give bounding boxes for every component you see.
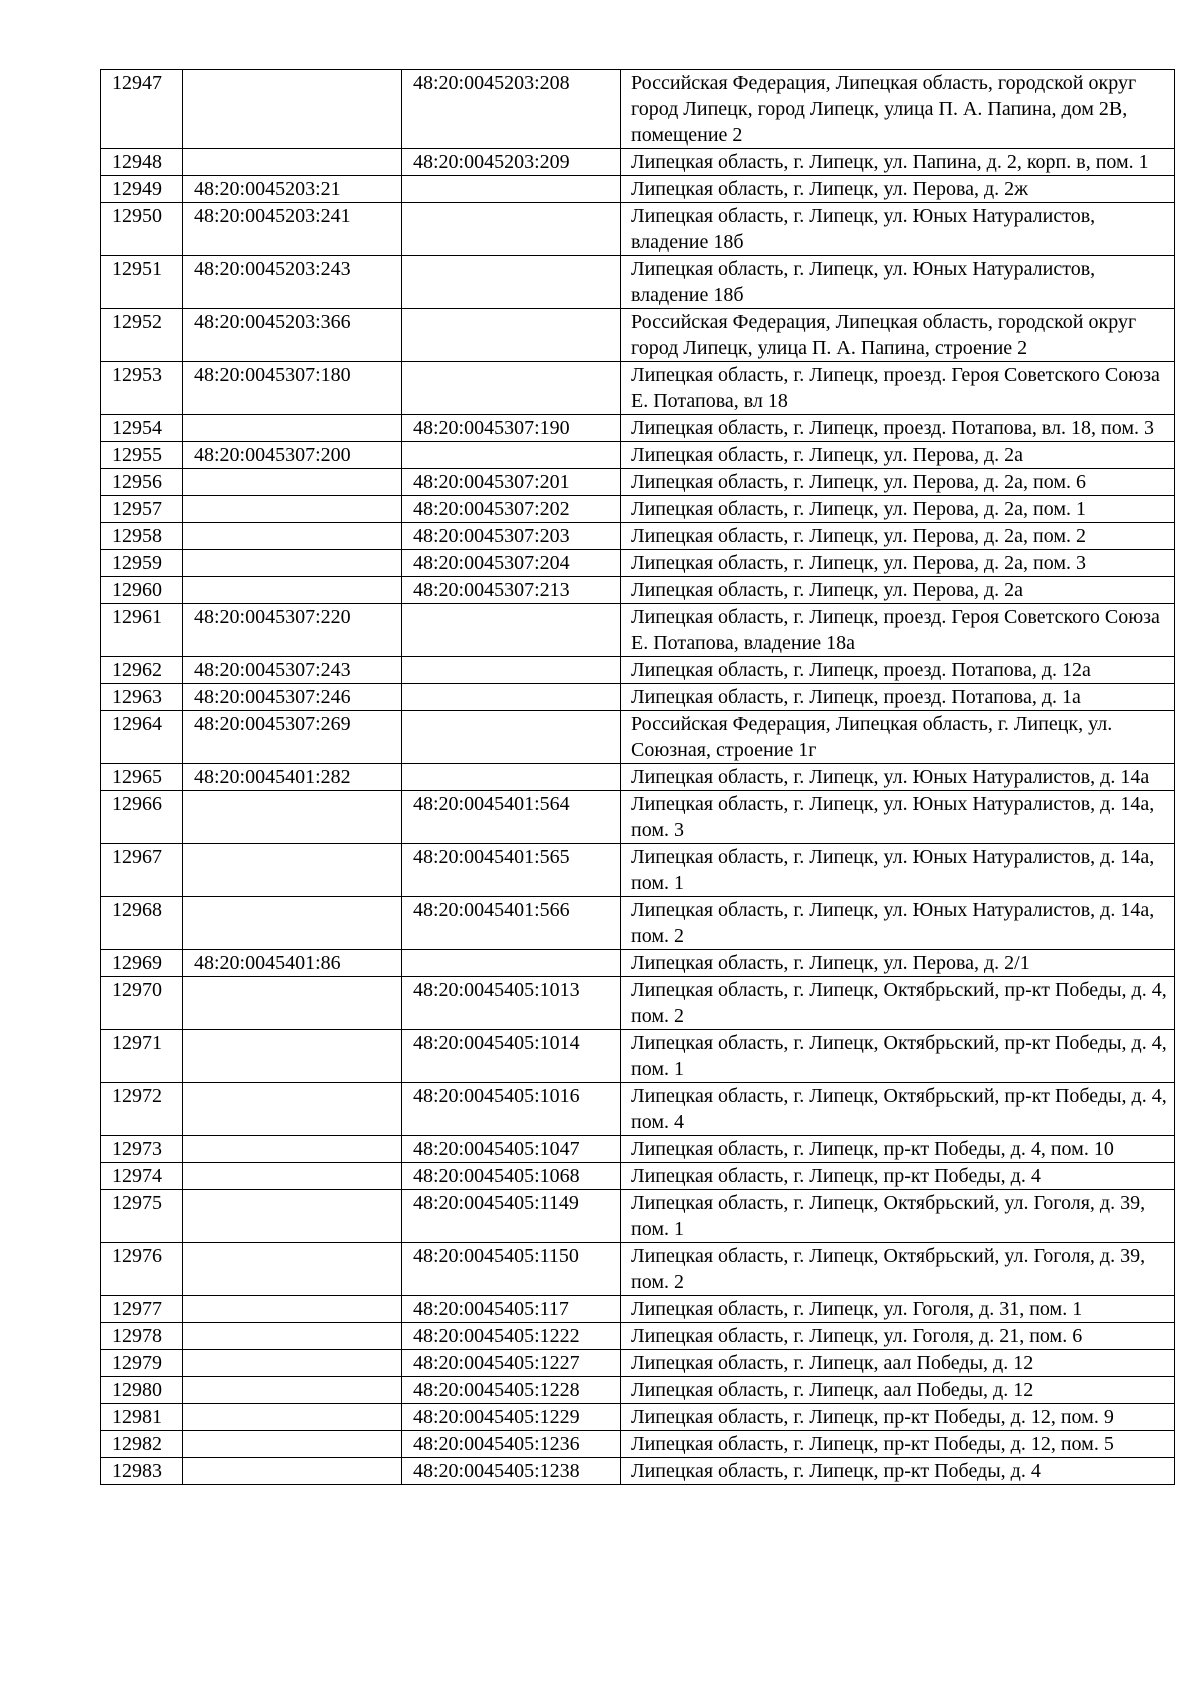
registry-table-body	[101, 70, 1175, 1485]
row-number-cell: 12963	[101, 684, 183, 711]
table-row	[101, 442, 1175, 469]
table-row	[101, 1190, 1175, 1243]
land-cadastral-number-cell	[183, 1404, 402, 1431]
row-number-cell: 12949	[101, 176, 183, 203]
row-number-cell: 12959	[101, 550, 183, 577]
row-number-cell: 12978	[101, 1323, 183, 1350]
registry-table	[100, 69, 1175, 1485]
row-number-cell: 12950	[101, 203, 183, 256]
address-cell: Липецкая область, г. Липецк, ул. Папина, д. 2, корп. в, пом. 1	[621, 149, 1175, 176]
land-cadastral-number-cell: 48:20:0045401:86	[183, 950, 402, 977]
address-cell: Липецкая область, г. Липецк, пр-кт Победы, д. 12, пом. 5	[621, 1431, 1175, 1458]
row-number-cell: 12955	[101, 442, 183, 469]
premise-cadastral-number-cell: 48:20:0045307:190	[402, 415, 621, 442]
land-cadastral-number-cell: 48:20:0045307:269	[183, 711, 402, 764]
table-row	[101, 711, 1175, 764]
row-number-cell: 12971	[101, 1030, 183, 1083]
table-row	[101, 70, 1175, 149]
table-row	[101, 791, 1175, 844]
land-cadastral-number-cell: 48:20:0045203:366	[183, 309, 402, 362]
table-row	[101, 1323, 1175, 1350]
premise-cadastral-number-cell: 48:20:0045405:1016	[402, 1083, 621, 1136]
land-cadastral-number-cell	[183, 496, 402, 523]
premise-cadastral-number-cell: 48:20:0045203:208	[402, 70, 621, 149]
address-cell: Липецкая область, г. Липецк, ул. Юных Натуралистов, д. 14а, пом. 3	[621, 791, 1175, 844]
premise-cadastral-number-cell	[402, 950, 621, 977]
row-number-cell: 12947	[101, 70, 183, 149]
land-cadastral-number-cell	[183, 149, 402, 176]
address-cell: Липецкая область, г. Липецк, пр-кт Победы, д. 4, пом. 10	[621, 1136, 1175, 1163]
premise-cadastral-number-cell: 48:20:0045405:1236	[402, 1431, 621, 1458]
address-cell: Липецкая область, г. Липецк, Октябрьский, ул. Гоголя, д. 39, пом. 2	[621, 1243, 1175, 1296]
land-cadastral-number-cell	[183, 791, 402, 844]
land-cadastral-number-cell	[183, 1136, 402, 1163]
premise-cadastral-number-cell: 48:20:0045401:565	[402, 844, 621, 897]
premise-cadastral-number-cell: 48:20:0045405:1068	[402, 1163, 621, 1190]
address-cell: Липецкая область, г. Липецк, ул. Юных Натуралистов, д. 14а, пом. 1	[621, 844, 1175, 897]
row-number-cell: 12956	[101, 469, 183, 496]
table-row	[101, 1431, 1175, 1458]
premise-cadastral-number-cell	[402, 256, 621, 309]
address-cell: Липецкая область, г. Липецк, ул. Перова, д. 2/1	[621, 950, 1175, 977]
land-cadastral-number-cell	[183, 70, 402, 149]
table-row	[101, 577, 1175, 604]
table-row	[101, 1083, 1175, 1136]
row-number-cell: 12967	[101, 844, 183, 897]
table-row	[101, 1030, 1175, 1083]
table-row	[101, 1350, 1175, 1377]
row-number-cell: 12958	[101, 523, 183, 550]
premise-cadastral-number-cell: 48:20:0045401:564	[402, 791, 621, 844]
land-cadastral-number-cell: 48:20:0045203:243	[183, 256, 402, 309]
land-cadastral-number-cell: 48:20:0045307:246	[183, 684, 402, 711]
address-cell: Липецкая область, г. Липецк, аал Победы, д. 12	[621, 1350, 1175, 1377]
premise-cadastral-number-cell: 48:20:0045405:1222	[402, 1323, 621, 1350]
table-row	[101, 415, 1175, 442]
address-cell: Липецкая область, г. Липецк, аал Победы, д. 12	[621, 1377, 1175, 1404]
land-cadastral-number-cell	[183, 1243, 402, 1296]
land-cadastral-number-cell: 48:20:0045307:180	[183, 362, 402, 415]
land-cadastral-number-cell	[183, 469, 402, 496]
premise-cadastral-number-cell	[402, 309, 621, 362]
row-number-cell: 12980	[101, 1377, 183, 1404]
row-number-cell: 12966	[101, 791, 183, 844]
row-number-cell: 12948	[101, 149, 183, 176]
land-cadastral-number-cell	[183, 1458, 402, 1485]
land-cadastral-number-cell: 48:20:0045401:282	[183, 764, 402, 791]
table-row	[101, 1377, 1175, 1404]
land-cadastral-number-cell	[183, 1350, 402, 1377]
land-cadastral-number-cell	[183, 1377, 402, 1404]
address-cell: Липецкая область, г. Липецк, Октябрьский, пр-кт Победы, д. 4, пом. 1	[621, 1030, 1175, 1083]
land-cadastral-number-cell	[183, 1083, 402, 1136]
row-number-cell: 12982	[101, 1431, 183, 1458]
land-cadastral-number-cell: 48:20:0045307:243	[183, 657, 402, 684]
table-row	[101, 176, 1175, 203]
table-row	[101, 469, 1175, 496]
premise-cadastral-number-cell: 48:20:0045307:202	[402, 496, 621, 523]
premise-cadastral-number-cell	[402, 203, 621, 256]
table-row	[101, 362, 1175, 415]
land-cadastral-number-cell	[183, 1323, 402, 1350]
address-cell: Липецкая область, г. Липецк, проезд. Героя Советского Союза Е. Потапова, вл 18	[621, 362, 1175, 415]
row-number-cell: 12957	[101, 496, 183, 523]
land-cadastral-number-cell	[183, 977, 402, 1030]
premise-cadastral-number-cell: 48:20:0045405:1229	[402, 1404, 621, 1431]
address-cell: Липецкая область, г. Липецк, ул. Перова, д. 2а	[621, 577, 1175, 604]
premise-cadastral-number-cell: 48:20:0045405:1014	[402, 1030, 621, 1083]
land-cadastral-number-cell	[183, 577, 402, 604]
address-cell: Российская Федерация, Липецкая область, г. Липецк, ул. Союзная, строение 1г	[621, 711, 1175, 764]
row-number-cell: 12970	[101, 977, 183, 1030]
address-cell: Липецкая область, г. Липецк, Октябрьский, пр-кт Победы, д. 4, пом. 2	[621, 977, 1175, 1030]
table-row	[101, 977, 1175, 1030]
table-row	[101, 256, 1175, 309]
land-cadastral-number-cell	[183, 1190, 402, 1243]
address-cell: Липецкая область, г. Липецк, Октябрьский, ул. Гоголя, д. 39, пом. 1	[621, 1190, 1175, 1243]
table-row	[101, 950, 1175, 977]
table-row	[101, 550, 1175, 577]
table-row	[101, 203, 1175, 256]
row-number-cell: 12981	[101, 1404, 183, 1431]
premise-cadastral-number-cell	[402, 442, 621, 469]
row-number-cell: 12965	[101, 764, 183, 791]
land-cadastral-number-cell	[183, 415, 402, 442]
premise-cadastral-number-cell	[402, 764, 621, 791]
table-row	[101, 149, 1175, 176]
land-cadastral-number-cell: 48:20:0045203:241	[183, 203, 402, 256]
land-cadastral-number-cell	[183, 844, 402, 897]
row-number-cell: 12953	[101, 362, 183, 415]
land-cadastral-number-cell	[183, 1030, 402, 1083]
premise-cadastral-number-cell: 48:20:0045307:201	[402, 469, 621, 496]
land-cadastral-number-cell: 48:20:0045203:21	[183, 176, 402, 203]
row-number-cell: 12962	[101, 657, 183, 684]
premise-cadastral-number-cell	[402, 657, 621, 684]
land-cadastral-number-cell: 48:20:0045307:200	[183, 442, 402, 469]
row-number-cell: 12951	[101, 256, 183, 309]
premise-cadastral-number-cell	[402, 604, 621, 657]
premise-cadastral-number-cell: 48:20:0045405:1227	[402, 1350, 621, 1377]
row-number-cell: 12968	[101, 897, 183, 950]
address-cell: Липецкая область, г. Липецк, ул. Гоголя, д. 21, пом. 6	[621, 1323, 1175, 1350]
row-number-cell: 12952	[101, 309, 183, 362]
land-cadastral-number-cell	[183, 1431, 402, 1458]
address-cell: Липецкая область, г. Липецк, ул. Гоголя, д. 31, пом. 1	[621, 1296, 1175, 1323]
premise-cadastral-number-cell: 48:20:0045405:1013	[402, 977, 621, 1030]
premise-cadastral-number-cell	[402, 711, 621, 764]
land-cadastral-number-cell	[183, 1296, 402, 1323]
premise-cadastral-number-cell: 48:20:0045405:117	[402, 1296, 621, 1323]
table-row	[101, 1458, 1175, 1485]
premise-cadastral-number-cell: 48:20:0045307:204	[402, 550, 621, 577]
row-number-cell: 12973	[101, 1136, 183, 1163]
table-row	[101, 604, 1175, 657]
address-cell: Липецкая область, г. Липецк, проезд. Потапова, д. 1а	[621, 684, 1175, 711]
row-number-cell: 12972	[101, 1083, 183, 1136]
address-cell: Липецкая область, г. Липецк, ул. Юных Натуралистов, д. 14а	[621, 764, 1175, 791]
address-cell: Липецкая область, г. Липецк, ул. Перова, д. 2а, пом. 2	[621, 523, 1175, 550]
address-cell: Липецкая область, г. Липецк, пр-кт Победы, д. 4	[621, 1458, 1175, 1485]
address-cell: Липецкая область, г. Липецк, ул. Перова, д. 2а, пом. 6	[621, 469, 1175, 496]
table-row	[101, 1296, 1175, 1323]
address-cell: Липецкая область, г. Липецк, ул. Юных Натуралистов, владение 18б	[621, 203, 1175, 256]
row-number-cell: 12974	[101, 1163, 183, 1190]
land-cadastral-number-cell	[183, 550, 402, 577]
premise-cadastral-number-cell: 48:20:0045405:1150	[402, 1243, 621, 1296]
row-number-cell: 12979	[101, 1350, 183, 1377]
table-row	[101, 1243, 1175, 1296]
address-cell: Российская Федерация, Липецкая область, городской округ город Липецк, улица П. А. Папина, строение 2	[621, 309, 1175, 362]
row-number-cell: 12954	[101, 415, 183, 442]
address-cell: Липецкая область, г. Липецк, ул. Юных Натуралистов, владение 18б	[621, 256, 1175, 309]
table-row	[101, 657, 1175, 684]
table-row	[101, 844, 1175, 897]
table-row	[101, 1404, 1175, 1431]
premise-cadastral-number-cell	[402, 176, 621, 203]
table-row	[101, 1136, 1175, 1163]
premise-cadastral-number-cell: 48:20:0045307:203	[402, 523, 621, 550]
row-number-cell: 12976	[101, 1243, 183, 1296]
premise-cadastral-number-cell	[402, 684, 621, 711]
row-number-cell: 12960	[101, 577, 183, 604]
row-number-cell: 12969	[101, 950, 183, 977]
table-row	[101, 897, 1175, 950]
table-row	[101, 1163, 1175, 1190]
land-cadastral-number-cell	[183, 897, 402, 950]
address-cell: Липецкая область, г. Липецк, проезд. Героя Советского Союза Е. Потапова, владение 18а	[621, 604, 1175, 657]
address-cell: Липецкая область, г. Липецк, Октябрьский, пр-кт Победы, д. 4, пом. 4	[621, 1083, 1175, 1136]
premise-cadastral-number-cell: 48:20:0045307:213	[402, 577, 621, 604]
address-cell: Липецкая область, г. Липецк, ул. Перова, д. 2ж	[621, 176, 1175, 203]
address-cell: Липецкая область, г. Липецк, проезд. Потапова, д. 12а	[621, 657, 1175, 684]
row-number-cell: 12977	[101, 1296, 183, 1323]
address-cell: Липецкая область, г. Липецк, ул. Юных Натуралистов, д. 14а, пом. 2	[621, 897, 1175, 950]
address-cell: Липецкая область, г. Липецк, проезд. Потапова, вл. 18, пом. 3	[621, 415, 1175, 442]
premise-cadastral-number-cell: 48:20:0045405:1047	[402, 1136, 621, 1163]
row-number-cell: 12961	[101, 604, 183, 657]
premise-cadastral-number-cell: 48:20:0045203:209	[402, 149, 621, 176]
address-cell: Липецкая область, г. Липецк, пр-кт Победы, д. 4	[621, 1163, 1175, 1190]
table-row	[101, 764, 1175, 791]
address-cell: Липецкая область, г. Липецк, ул. Перова, д. 2а, пом. 1	[621, 496, 1175, 523]
table-row	[101, 309, 1175, 362]
land-cadastral-number-cell	[183, 1163, 402, 1190]
land-cadastral-number-cell	[183, 523, 402, 550]
premise-cadastral-number-cell: 48:20:0045401:566	[402, 897, 621, 950]
premise-cadastral-number-cell: 48:20:0045405:1149	[402, 1190, 621, 1243]
table-row	[101, 523, 1175, 550]
table-row	[101, 496, 1175, 523]
address-cell: Липецкая область, г. Липецк, пр-кт Победы, д. 12, пом. 9	[621, 1404, 1175, 1431]
address-cell: Липецкая область, г. Липецк, ул. Перова, д. 2а, пом. 3	[621, 550, 1175, 577]
row-number-cell: 12975	[101, 1190, 183, 1243]
table-row	[101, 684, 1175, 711]
row-number-cell: 12964	[101, 711, 183, 764]
address-cell: Российская Федерация, Липецкая область, городской округ город Липецк, город Липецк, улица П. А. Папина, дом 2В, помещение 2	[621, 70, 1175, 149]
land-cadastral-number-cell: 48:20:0045307:220	[183, 604, 402, 657]
document-page	[100, 69, 1174, 1485]
premise-cadastral-number-cell: 48:20:0045405:1238	[402, 1458, 621, 1485]
premise-cadastral-number-cell: 48:20:0045405:1228	[402, 1377, 621, 1404]
address-cell: Липецкая область, г. Липецк, ул. Перова, д. 2а	[621, 442, 1175, 469]
premise-cadastral-number-cell	[402, 362, 621, 415]
row-number-cell: 12983	[101, 1458, 183, 1485]
